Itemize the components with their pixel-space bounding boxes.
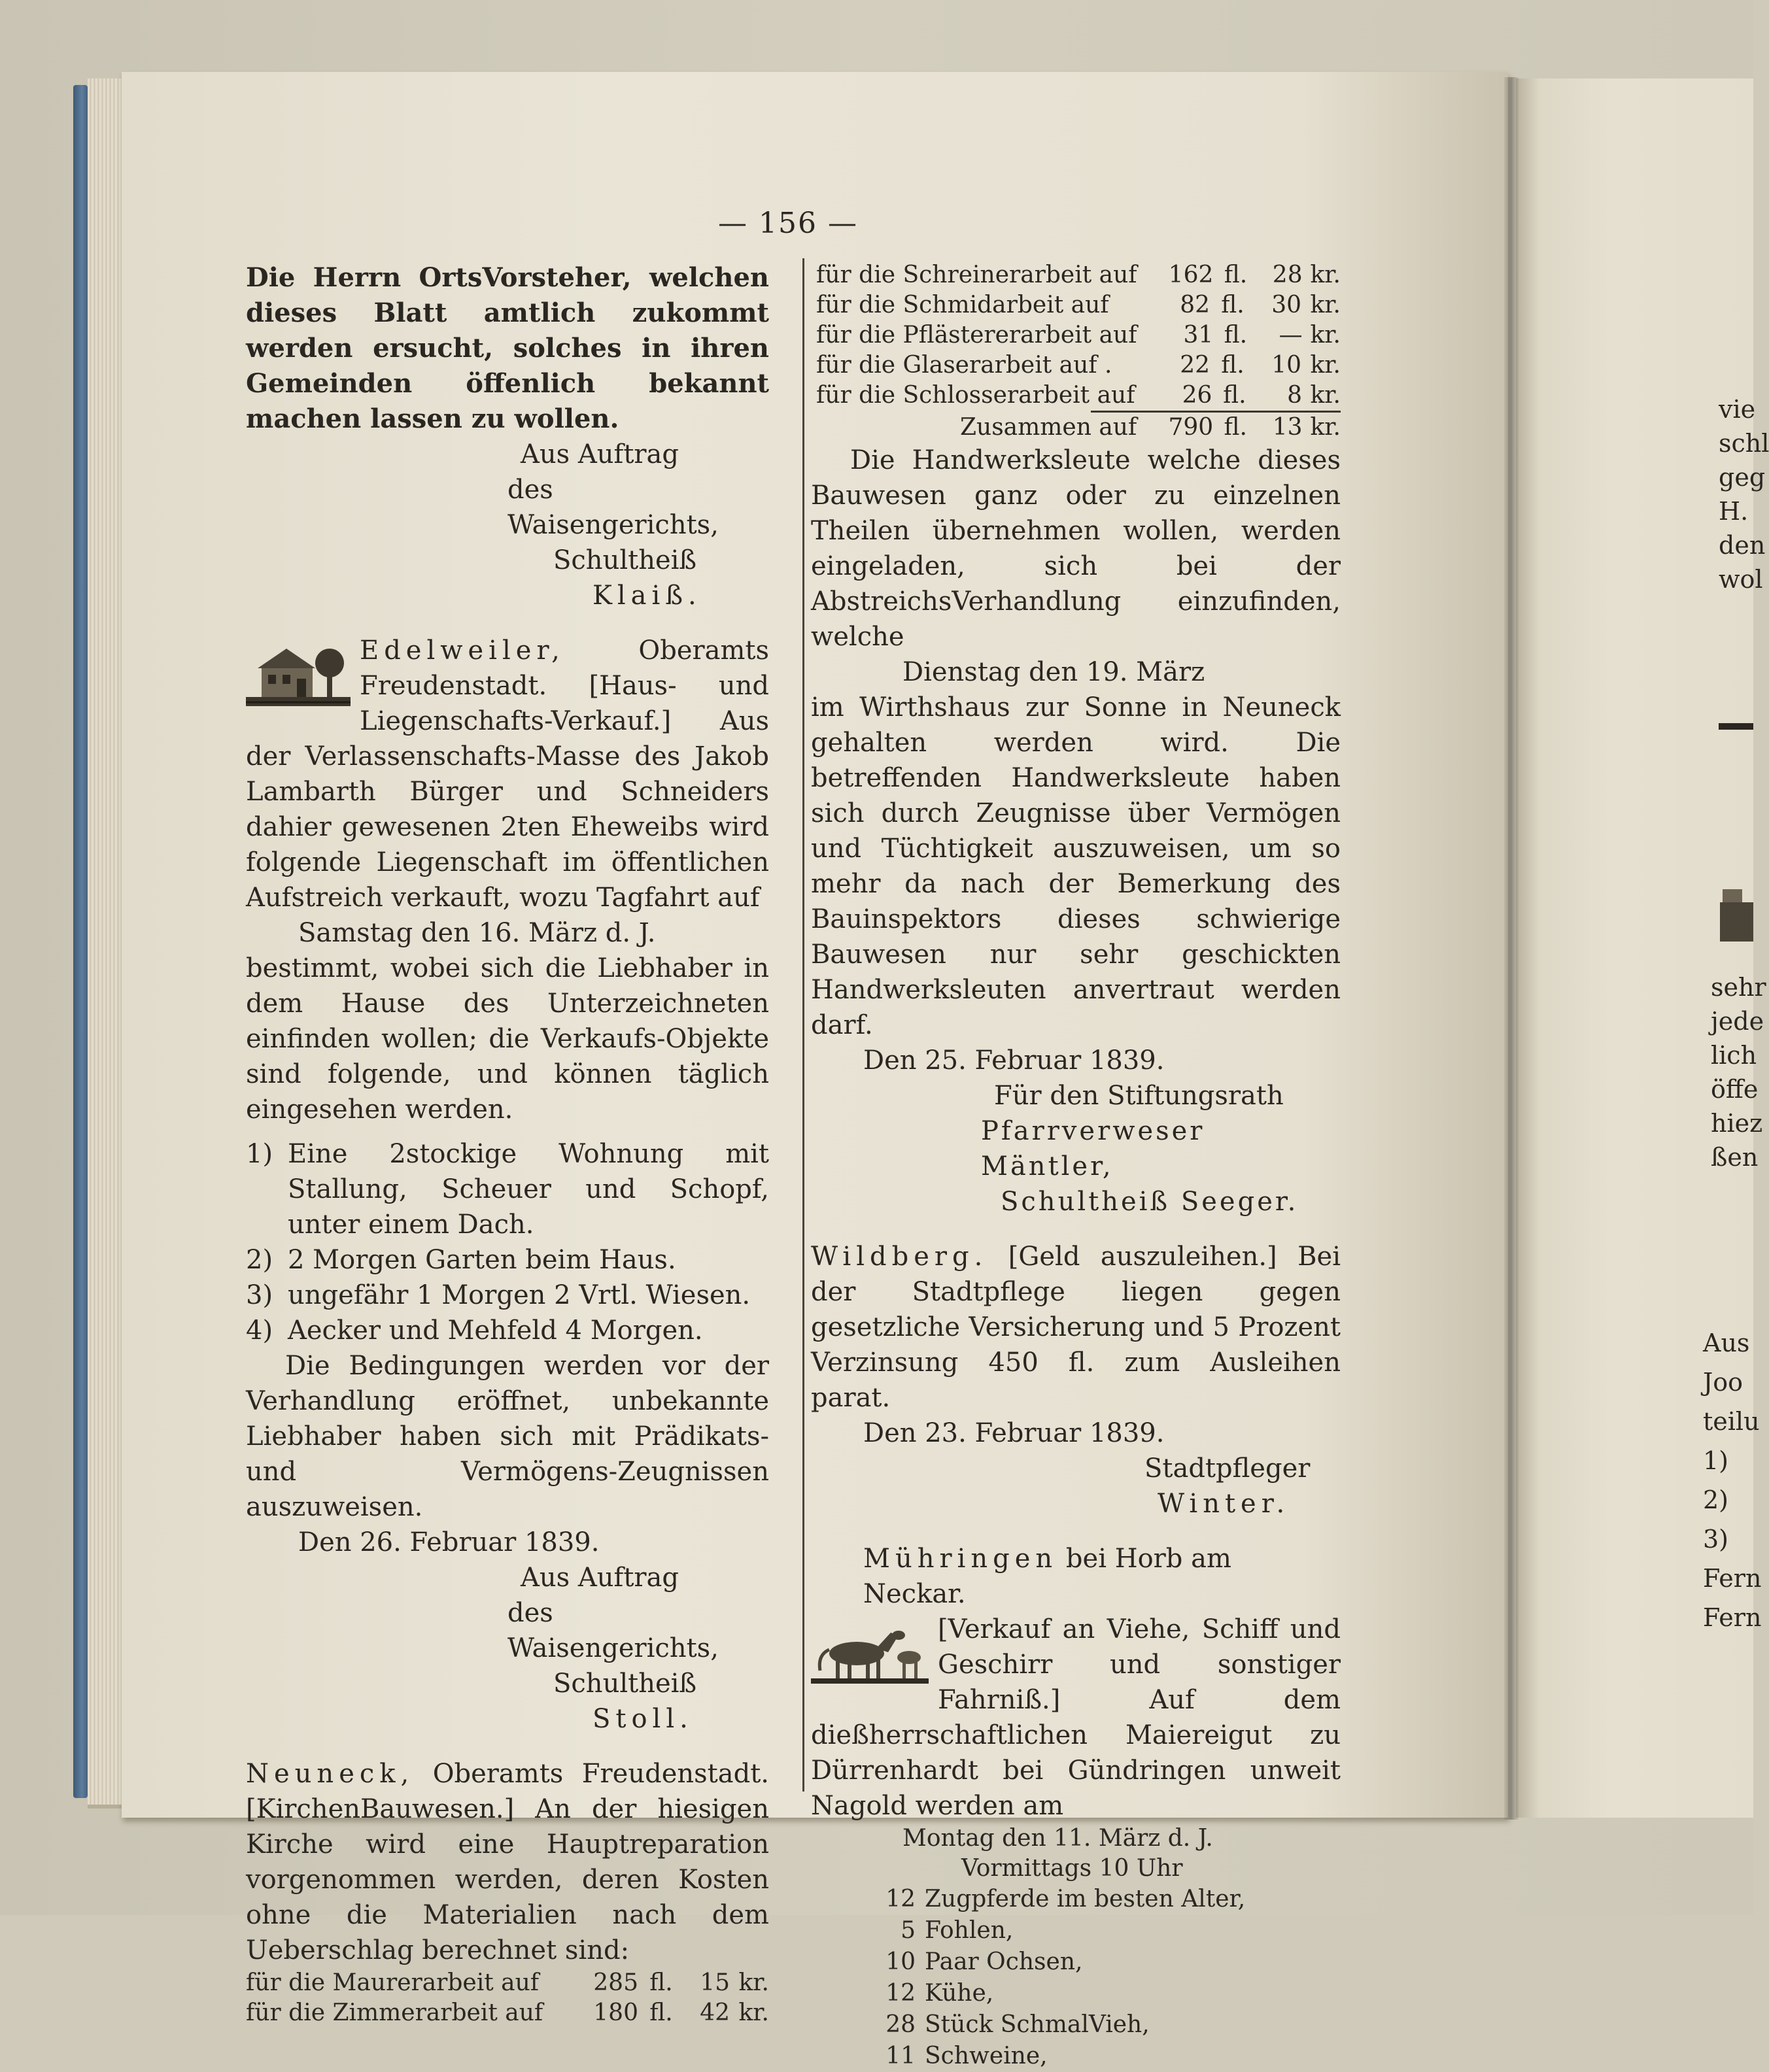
list-item: 12 Kühe, — [885, 1980, 994, 2007]
cost-table — [246, 1968, 769, 2028]
ad-text: Oberamts Freudenstadt. [Haus- und Liegenschafts-Verkauf.] Aus der Verlassenschafts-Masse des Jakob Lambarth Bürger und Schneiders dahier gewesenen 2ten Eheweibs wird folgende Liegenschaft im öffentlichen Aufstreich verkauft, wozu Tagfahrt auf — [246, 636, 769, 913]
next-page-fragment: vie schl geg H. den wol — [1719, 395, 1769, 594]
dateline: Den 23. Februar 1839. — [863, 1418, 1165, 1448]
signature-line: Pfarrverweser Mäntler, — [981, 1116, 1205, 1181]
table-row: für die Schmidarbeit auf 82 fl. 30 kr. — [816, 292, 1341, 318]
signature-line: Aus Auftrag — [521, 439, 679, 469]
signature-line: Schultheiß — [553, 1669, 697, 1699]
table-row: für die Schlosserarbeit auf 26 fl. 8 kr. — [816, 382, 1341, 409]
ad-neuneck — [246, 1756, 769, 1968]
left-column — [246, 260, 769, 2028]
signature-line: des Waisengerichts, — [507, 1598, 719, 1663]
list-item: 4) Aecker und Mehfeld 4 Morgen. — [246, 1316, 703, 1346]
auction-date: Montag den 11. März d. J. — [902, 1825, 1213, 1852]
conditions-text: Die Bedingungen werden vor der Verhandlung eröffnet, unbekannte Liebhaber haben sich mit Prädikats- und Vermögens-Zeugnissen auszuweisen. — [246, 1351, 769, 1522]
next-page-fragment: Aus Joo teilu 1) 2) 3) Fern Fern — [1703, 1329, 1762, 1632]
table-row: für die Zimmerarbeit auf 180 fl. 42 kr. — [246, 1999, 769, 2026]
ad-text-2: bestimmt, wobei sich die Liebhaber in dem Hause des Unterzeichneten einfinden wollen; die Verkaufs-Objekte sind folgende, und können täglich eingesehen werden. — [246, 953, 769, 1125]
dateline: Den 26. Februar 1839. — [298, 1527, 600, 1557]
table-row: für die Glaserarbeit auf . 22 fl. 10 kr. — [816, 352, 1341, 379]
ad-place: Mühringen — [863, 1544, 1058, 1574]
ad-text: [Geld auszuleihen.] Bei der Stadtpflege liegen gegen gesetzliche Versicherung und 5 Prozent Verzinsung 450 fl. zum Ausleihen parat. — [811, 1242, 1341, 1413]
next-page-fragment: sehr jede lich öffe hiez ßen — [1711, 973, 1766, 1172]
list-item: 28 Stück SchmalVieh, — [885, 2011, 1150, 2038]
gutter-shadow — [1504, 77, 1519, 1820]
list-item: 10 Paar Ochsen, — [885, 1948, 1083, 1975]
list-item: 2) 2 Morgen Garten beim Haus. — [246, 1245, 676, 1275]
book-spine — [73, 85, 88, 1798]
auction-time: Vormittags 10 Uhr — [961, 1855, 1183, 1882]
tradesmen-text: Die Handwerksleute welche dieses Bauwesen ganz oder zu einzelnen Theilen übernehmen wollen, werden eingeladen, sich bei der AbstreichsVerhandlung einzufinden, welche — [811, 445, 1341, 652]
table-row: für die Pflästererarbeit auf 31 fl. — kr. — [816, 322, 1341, 348]
tradesmen-text-2: im Wirthshaus zur Sonne in Neuneck gehalten werden wird. Die betreffenden Handwerksleute haben sich durch Zeugnisse über Vermögen und Tüchtigkeit auszuweisen, um so mehr da nach der Bemerkung des Bauinspektors dieses schwierige Bauwesen nur sehr geschickten Handwerksleuten anvertraut werden darf. — [811, 692, 1341, 1040]
signature-line: Stadtpfleger — [1144, 1453, 1311, 1484]
table-row: für die Maurerarbeit auf 285 fl. 15 kr. — [246, 1969, 769, 1996]
ad-muehringen-head: Mühringen bei Horb am Neckar. — [863, 1544, 1231, 1609]
cost-table — [811, 260, 1341, 443]
page-number: — 156 — — [718, 207, 858, 240]
signature-name: Winter. — [1158, 1489, 1290, 1519]
list-item: 1) Eine 2stockige Wohnung mit Stallung, Scheuer und Schopf, unter einem Dach. — [246, 1139, 769, 1240]
horse-vignette-image — [811, 1616, 929, 1688]
vignette-fragment-image — [1720, 876, 1753, 955]
animal-list — [811, 1884, 1341, 2072]
page-edges — [88, 78, 126, 1809]
signature-name: Stoll. — [593, 1704, 693, 1734]
ad-text: [Verkauf an Viehe, Schiff und Geschirr und sonstiger Fahrniß.] Auf dem dießherrschaftlichen Maiereigut zu Dürrenhardt bei Gündringen unweit Nagold werden am — [811, 1614, 1341, 1821]
separator-rule — [1719, 723, 1753, 730]
house-vignette-image — [246, 637, 351, 709]
list-item: 12 Zugpferde im besten Alter, — [885, 1886, 1246, 1912]
signature-line: Schultheiß — [553, 545, 697, 575]
auction-date: Samstag den 16. März d. J. — [298, 918, 656, 948]
right-column — [811, 260, 1341, 2072]
table-total-row: Zusammen auf 790 fl. 13 kr. — [960, 414, 1341, 441]
ad-place: Neuneck, — [246, 1759, 415, 1789]
signature-name: Klaiß. — [593, 581, 702, 611]
ad-muehringen — [811, 1612, 1341, 1824]
table-row: für die Schreinerarbeit auf 162 fl. 28 kr. — [816, 262, 1341, 288]
list-item: 3) ungefähr 1 Morgen 2 Vrtl. Wiesen. — [246, 1280, 751, 1310]
signature-line: Für den Stiftungsrath — [994, 1081, 1284, 1111]
list-item: 11 Schweine, — [885, 2043, 1048, 2069]
signature-line: des Waisengerichts, — [507, 475, 719, 540]
ad-edelweiler — [246, 633, 769, 1127]
dateline: Den 25. Februar 1839. — [863, 1045, 1165, 1076]
list-item: 5 Fohlen, — [901, 1917, 1014, 1944]
column-rule — [802, 258, 804, 1792]
ad-text: Oberamts Freudenstadt. [KirchenBauwesen.] An der hiesigen Kirche wird eine Hauptreparation vorgenommen werden, deren Kosten ohne die Materialien nach dem Ueberschlag berechnet sind: — [246, 1759, 769, 1965]
ad-wildberg — [811, 1239, 1341, 1416]
ad-place: Edelweiler, — [360, 636, 565, 666]
session-date: Dienstag den 19. März — [902, 657, 1205, 687]
sale-items-list — [246, 1136, 769, 1348]
signature-line: Aus Auftrag — [521, 1563, 679, 1593]
signature-line: Schultheiß Seeger. — [1001, 1187, 1299, 1217]
ad-place: Wildberg. — [811, 1242, 988, 1272]
notice-magistrates: Die Herrn OrtsVorsteher, welchen dieses Blatt amtlich zukommt werden ersucht, solches in ihren Gemeinden öffenlich bekannt machen lassen zu wollen. — [246, 262, 769, 434]
